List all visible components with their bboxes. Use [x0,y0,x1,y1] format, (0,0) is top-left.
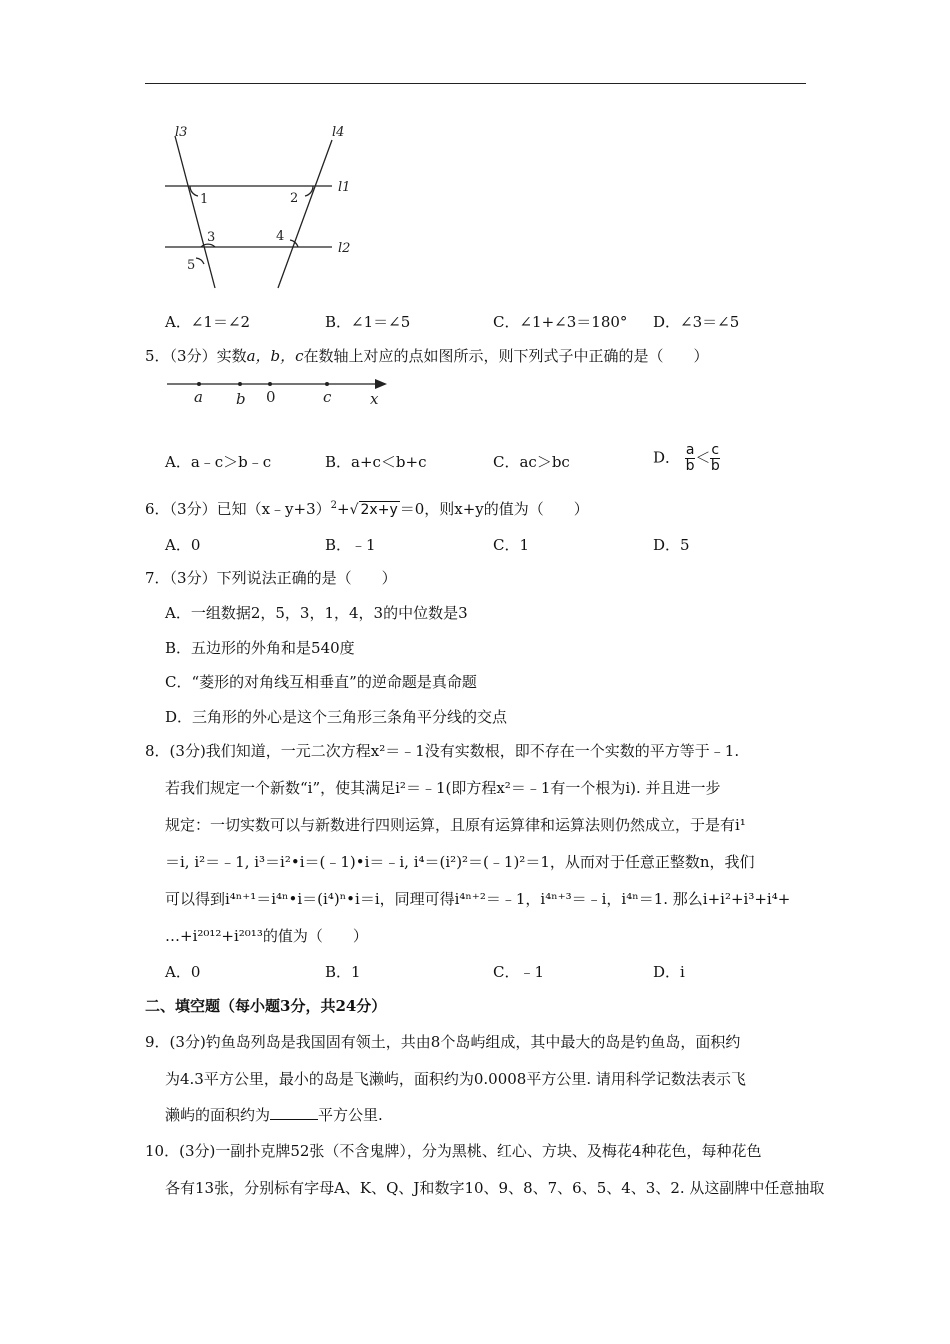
point-c [325,382,329,386]
q8-option-d: D．i [653,963,685,981]
q8-line-4: ＝i, i²＝﹣1, i³＝i²•i＝(﹣1)•i＝﹣i, i⁴＝(i²)²＝(﹣1)²＝1，从而对于任意正整数n，我们 [165,853,755,871]
q7-option-a: A．一组数据2，5，3，1，4，3的中位数是3 [165,604,468,622]
angle-label-2: 2 [290,191,299,206]
number-line-figure [165,374,395,410]
q6-option-c: C．1 [493,536,530,554]
q4-option-d: D．∠3＝∠5 [653,313,740,331]
angle-label-1: 1 [200,192,209,207]
q8-line-3: 规定：一切实数可以与新数进行四则运算，且原有运算律和运算法则仍然成立，于是有i¹ [165,816,746,834]
parallel-lines-figure [160,118,360,298]
q6-option-b: B．﹣1 [325,536,376,554]
axis-label-b: b [236,390,246,408]
line-l4 [278,140,332,288]
q7-option-b: B．五边形的外角和是540度 [165,639,355,657]
q6-option-a: A．0 [165,536,201,554]
q8-option-b: B．1 [325,963,361,981]
q10-line-1: 10．(3分)一副扑克牌52张（不含鬼牌），分为黑桃、红心、方块、及梅花4种花色，每种花色 [145,1142,762,1160]
q5-option-a: A．a﹣c＞b﹣c [165,453,272,471]
q4-option-b: B．∠1＝∠5 [325,313,411,331]
arc-1 [190,186,198,196]
label-l1: l1 [338,180,351,195]
q9-line-2: 为4.3平方公里，最小的岛是飞濑屿，面积约为0.0008平方公里. 请用科学记数法表示飞 [165,1070,746,1088]
q7-stem: 7．（3分）下列说法正确的是（ ） [145,569,397,587]
label-l3: l3 [175,125,188,140]
axis-label-0: 0 [266,388,276,406]
axis-label-c: c [323,388,332,406]
square-root: √ 2x+y [349,502,398,518]
angle-label-4: 4 [276,229,285,244]
angle-label-5: 5 [187,258,196,273]
arrow-icon [375,379,387,389]
q8-line-6: …+i²⁰¹²+i²⁰¹³的值为（ ） [165,927,368,945]
q8-line-1: 8．(3分)我们知道，一元二次方程x²＝﹣1没有实数根，即不存在一个实数的平方等于﹣1. [145,742,740,760]
q5-option-c: C．ac＞bc [493,453,570,471]
header-rule [145,83,806,84]
q8-line-5: 可以得到i⁴ⁿ⁺¹＝i⁴ⁿ•i＝(i⁴)ⁿ•i＝i，同理可得i⁴ⁿ⁺²＝﹣1，i⁴ⁿ⁺³＝﹣i，i⁴ⁿ＝1. 那么i+i²+i³+i⁴+ [165,890,791,908]
q10-line-2: 各有13张，分别标有字母A、K、Q、J和数字10、9、8、7、6、5、4、3、2. 从这副牌中任意抽取 [165,1179,825,1197]
fraction-a-over-b: $\frac{a}{b}$ [685,442,695,474]
q8-option-a: A．0 [165,963,201,981]
axis-label-a: a [194,388,203,406]
q5-stem: 5．（3分）实数a，b，c在数轴上对应的点如图所示，则下列式子中正确的是（ ） [145,347,709,365]
q7-option-d: D．三角形的外心是这个三角形三条角平分线的交点 [165,708,508,726]
axis-label-x: x [370,390,379,408]
point-0 [268,382,272,386]
q4-option-c: C．∠1+∠3＝180° [493,313,628,331]
point-b [238,382,242,386]
q4-option-a: A．∠1＝∠2 [165,313,251,331]
fraction-c-over-b: $\frac{c}{b}$ [710,442,720,474]
q8-option-c: C．﹣1 [493,963,545,981]
label-l2: l2 [338,241,351,256]
q5-option-d: D． $\frac{a}{b}$ ＜ $\frac{c}{b}$ [653,442,720,474]
q8-line-2: 若我们规定一个新数“i”，使其满足i²＝﹣1(即方程x²＝﹣1有一个根为i). 并且进一步 [165,779,721,797]
q6-stem: 6．（3分）已知（x﹣y+3）$^2$+√ 2x+y ＝0，则x+y的值为（ ） [145,500,589,518]
answer-blank[interactable] [270,1105,318,1120]
point-a [197,382,201,386]
q9-line-1: 9．(3分)钓鱼岛列岛是我国固有领土，共由8个岛屿组成，其中最大的岛是钓鱼岛，面积约 [145,1033,741,1051]
q7-option-c: C．“菱形的对角线互相垂直”的逆命题是真命题 [165,673,477,691]
q6-option-d: D．5 [653,536,690,554]
q5-option-b: B．a+c＜b+c [325,453,427,471]
label-l4: l4 [332,125,345,140]
arc-5 [196,258,204,264]
section-heading-fill-in: 二、填空题（每小题3分，共24分） [145,997,387,1015]
q9-line-3: 濑屿的面积约为 平方公里. [165,1106,383,1124]
angle-label-3: 3 [207,230,216,245]
